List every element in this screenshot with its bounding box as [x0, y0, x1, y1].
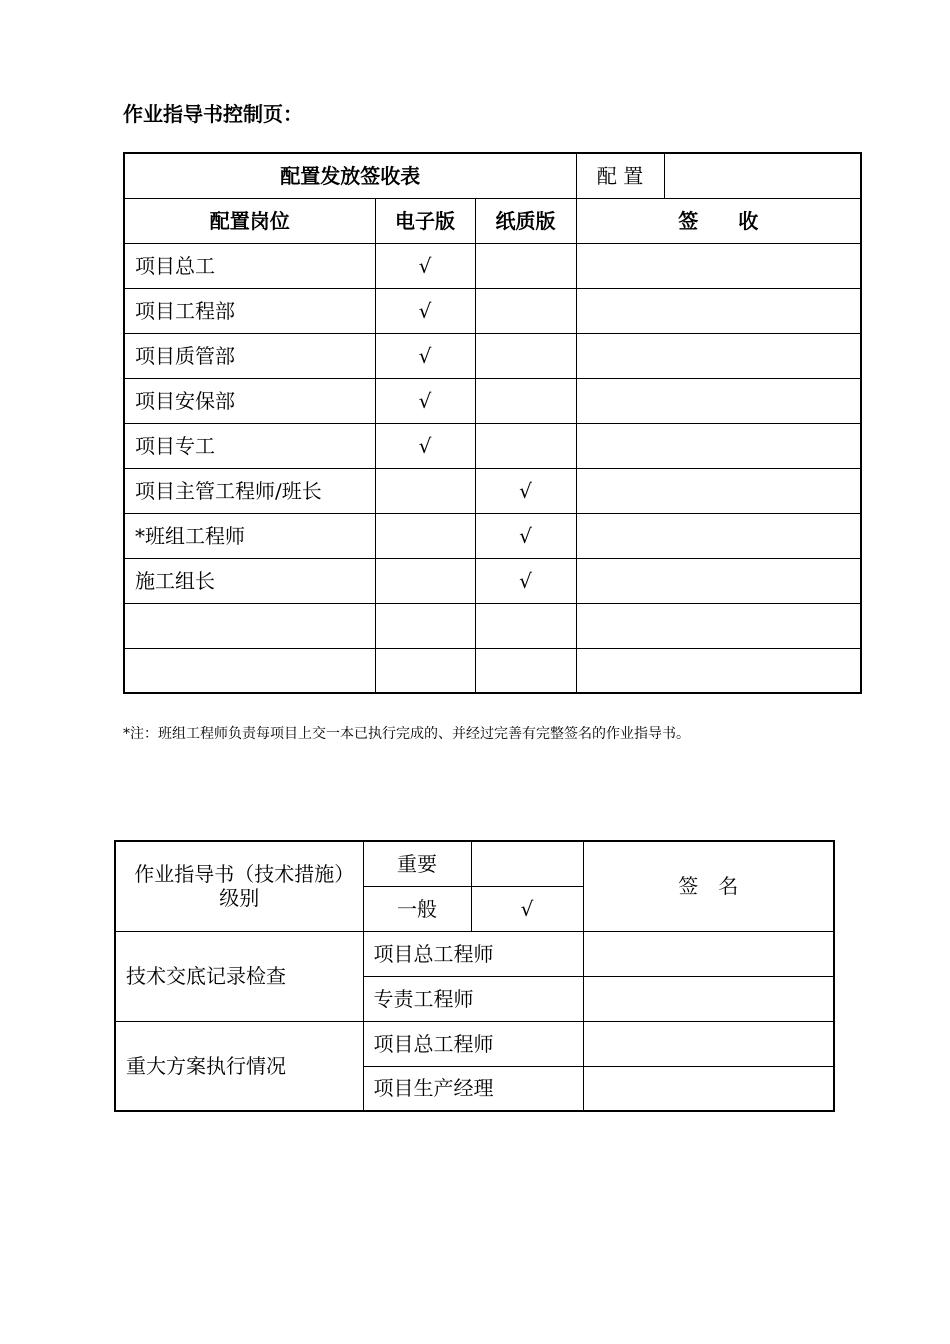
table-row	[115, 1021, 834, 1066]
paper-check: √	[475, 513, 576, 558]
table-row	[124, 513, 861, 558]
level-important-check[interactable]	[471, 841, 583, 886]
table-row	[124, 468, 861, 513]
disclosure-role-engineer: 专责工程师	[363, 976, 583, 1021]
electronic-check	[375, 513, 475, 558]
sign-cell[interactable]	[576, 288, 861, 333]
paper-check	[475, 378, 576, 423]
major-plan-label: 重大方案执行情况	[115, 1021, 363, 1111]
major-plan-sign-chief[interactable]	[583, 1021, 834, 1066]
electronic-check: √	[375, 288, 475, 333]
sign-cell[interactable]	[576, 513, 861, 558]
level-label: 作业指导书（技术措施）级别	[115, 841, 363, 931]
paper-check: √	[475, 558, 576, 603]
footnote: *注：班组工程师负责每项目上交一本已执行完成的、并经过完善有完整签名的作业指导书。	[123, 726, 690, 742]
sign-cell[interactable]	[576, 648, 861, 693]
electronic-check: √	[375, 378, 475, 423]
electronic-check	[375, 468, 475, 513]
level-signoff-table	[114, 840, 835, 1112]
table-row	[115, 931, 834, 976]
level-row-important	[115, 841, 834, 886]
page-title: 作业指导书控制页：	[123, 102, 303, 126]
sign-cell[interactable]	[576, 423, 861, 468]
header-electronic: 电子版	[375, 198, 475, 243]
position-cell: 施工组长	[124, 558, 375, 603]
paper-check	[475, 288, 576, 333]
position-cell: 项目专工	[124, 423, 375, 468]
sign-label: 签 名	[583, 841, 834, 931]
position-cell: 项目工程部	[124, 288, 375, 333]
major-plan-role-manager: 项目生产经理	[363, 1066, 583, 1111]
table-row	[124, 243, 861, 288]
distribution-signoff-table	[123, 152, 862, 694]
disclosure-sign-engineer[interactable]	[583, 976, 834, 1021]
major-plan-role-chief: 项目总工程师	[363, 1021, 583, 1066]
sign-cell[interactable]	[576, 603, 861, 648]
config-label: 配 置	[576, 153, 664, 198]
table-row	[124, 378, 861, 423]
paper-check	[475, 333, 576, 378]
disclosure-sign-chief[interactable]	[583, 931, 834, 976]
position-cell[interactable]	[124, 648, 375, 693]
paper-check[interactable]	[475, 603, 576, 648]
electronic-check[interactable]	[375, 648, 475, 693]
position-cell: 项目安保部	[124, 378, 375, 423]
header-position: 配置岗位	[124, 198, 375, 243]
position-cell: 项目总工	[124, 243, 375, 288]
sign-cell[interactable]	[576, 378, 861, 423]
paper-check: √	[475, 468, 576, 513]
table-row	[124, 288, 861, 333]
position-cell: *班组工程师	[124, 513, 375, 558]
electronic-check: √	[375, 333, 475, 378]
paper-check[interactable]	[475, 648, 576, 693]
paper-check	[475, 243, 576, 288]
table-heading-row	[124, 153, 861, 198]
table-header-row	[124, 198, 861, 243]
paper-check	[475, 423, 576, 468]
level-general-check[interactable]: √	[471, 886, 583, 931]
table-row	[124, 333, 861, 378]
position-cell[interactable]	[124, 603, 375, 648]
header-paper: 纸质版	[475, 198, 576, 243]
table-row	[124, 558, 861, 603]
disclosure-label: 技术交底记录检查	[115, 931, 363, 1021]
table-row	[124, 603, 861, 648]
position-cell: 项目主管工程师/班长	[124, 468, 375, 513]
config-value-cell[interactable]	[664, 153, 861, 198]
table-row	[124, 648, 861, 693]
sign-cell[interactable]	[576, 468, 861, 513]
level-general-label: 一般	[363, 886, 471, 931]
sign-cell[interactable]	[576, 333, 861, 378]
level-important-label: 重要	[363, 841, 471, 886]
sign-cell[interactable]	[576, 243, 861, 288]
electronic-check: √	[375, 243, 475, 288]
electronic-check	[375, 558, 475, 603]
distribution-heading: 配置发放签收表	[124, 153, 576, 198]
electronic-check: √	[375, 423, 475, 468]
electronic-check[interactable]	[375, 603, 475, 648]
sign-cell[interactable]	[576, 558, 861, 603]
major-plan-sign-manager[interactable]	[583, 1066, 834, 1111]
position-cell: 项目质管部	[124, 333, 375, 378]
header-sign: 签 收	[576, 198, 861, 243]
table-row	[124, 423, 861, 468]
disclosure-role-chief: 项目总工程师	[363, 931, 583, 976]
